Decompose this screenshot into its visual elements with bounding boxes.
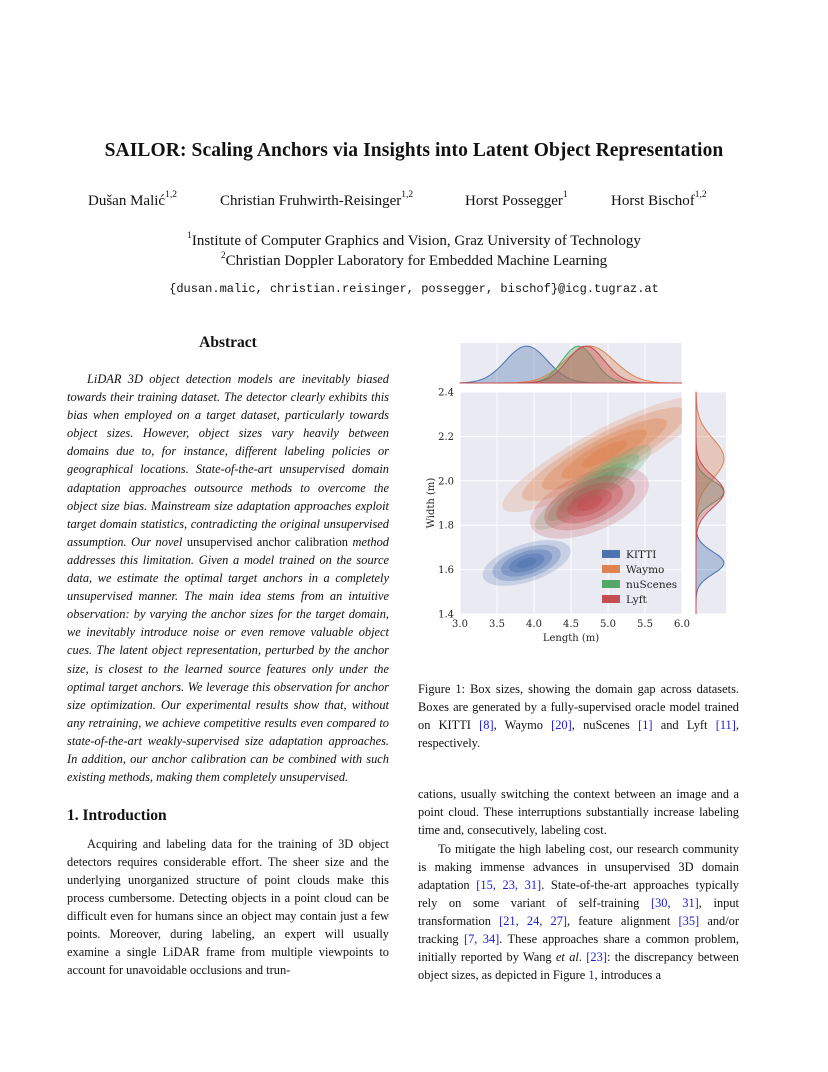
legend-label-kitti: KITTI bbox=[626, 549, 657, 561]
author-4: Horst Bischof$^{1,2}$ bbox=[611, 190, 707, 209]
author-2: Christian Fruhwirth-Reisinger$^{1,2}$ bbox=[220, 190, 414, 209]
legend-label-nuscenes: nuScenes bbox=[626, 579, 678, 591]
x-tick-label: 6.0 bbox=[674, 619, 690, 630]
legend-label-lyft: Lyft bbox=[626, 594, 647, 606]
abstract-text: LiDAR 3D object detection models are inevitably biased towards their training dataset. The detector clearly exhibits this bias when employed on a target dataset, particularly towards object sizes. However, object sizes vary heavily between domains due to, for instance, different labeling policies or geographical locations. State-of-the-art unsupervised domain adaptation approaches outsource methods to overcome the object size bias. Mainstream size adaptation approaches exploit target domain statistics, contradicting the original unsupervised assumption. Our novel unsupervised anchor calibration method addresses this limitation. Given a model trained on the source data, we estimate the optimal target anchors in a completely unsupervised manner. The main idea stems from an intuitive observation: by varying the anchor sizes for the target domain, we inevitably introduce noise or even remove valuable object cues. The latent object representation, perturbed by the anchor size, is closest to the learned source features only under the optimal target anchors. We leverage this observation for anchor size optimization. Our experimental results show that, without any retraining, we achieve competitive results even compared to state-of-the-art weakly-supervised size adaptation approaches. In addition, our anchor calibration can be combined with such existing methods, making them completely unsupervised. bbox=[67, 372, 389, 785]
legend-swatch-lyft bbox=[602, 595, 620, 603]
legend-label-waymo: Waymo bbox=[626, 564, 665, 576]
x-tick-label: 3.5 bbox=[489, 619, 505, 630]
affiliation-1: $^1$Institute of Computer Graphics and Vision, Graz University of Technology bbox=[187, 231, 641, 249]
y-tick-label: 1.8 bbox=[438, 520, 454, 532]
x-tick-label: 4.0 bbox=[526, 619, 542, 630]
legend-swatch-nuscenes bbox=[602, 580, 620, 588]
y-tick-label: 1.6 bbox=[438, 565, 454, 577]
legend-swatch-waymo bbox=[602, 565, 620, 573]
x-tick-label: 5.0 bbox=[600, 619, 616, 630]
author-1: Dušan Malić$^{1,2}$ bbox=[88, 190, 177, 209]
y-tick-label: 1.4 bbox=[438, 609, 454, 621]
x-tick-label: 4.5 bbox=[563, 619, 579, 630]
intro-paragraph-2: To mitigate the high labeling cost, our research community is making immense advances in unsupervised 3D domain adaptation [15, 23, 31]. State-of-the-art approaches typically rely on some variant of self-training [30, 31], input transformation [21, 24, 27], feature alignment [35] and/or tracking [7, 34]. These approaches share a common problem, initially reported by Wang et al. [23]: the discrepancy between object sizes, as depicted in Figure 1, introduces a bbox=[418, 842, 739, 982]
y-axis-label: Width (m) bbox=[426, 477, 437, 529]
legend-swatch-kitti bbox=[602, 550, 620, 558]
figure-1 bbox=[418, 336, 740, 648]
y-tick-label: 2.0 bbox=[438, 476, 454, 488]
y-tick-label: 2.2 bbox=[438, 431, 454, 443]
intro-text: Acquiring and labeling data for the training of 3D object detectors requires considerable effort. The sheer size and the underlying unorganized structure of point clouds make this process cumbersome. Detecting objects in a point cloud can be difficult even for humans since an object may contain just a few points. Moreover, during labeling, an expert will usually examine a single LiDAR frame from multiple viewpoints to account for unavoidable occlusions and trun- bbox=[67, 837, 389, 977]
y-tick-label: 2.4 bbox=[438, 387, 454, 399]
affiliation-2: $^2$Christian Doppler Laboratory for Embedded Machine Learning bbox=[220, 251, 608, 269]
author-list bbox=[60, 190, 768, 215]
intro-continued: cations, usually switching the context between an image and a point cloud. These interruptions substantially increase labeling time and, consecutively, labeling cost. bbox=[418, 787, 739, 837]
figure-caption: Figure 1: Box sizes, showing the domain gap across datasets. Boxes are generated by a fully-supervised oracle model trained on KITTI [8], Waymo [20], nuScenes [1] and Lyft [11], respectively. bbox=[418, 682, 739, 750]
x-tick-label: 5.5 bbox=[637, 619, 653, 630]
paper-title: SAILOR: Scaling Anchors via Insights into Latent Object Representation bbox=[104, 140, 724, 161]
box-size-density-chart bbox=[418, 336, 740, 648]
author-3: Horst Possegger$^1$ bbox=[465, 190, 568, 209]
abstract-heading: Abstract bbox=[199, 334, 257, 351]
intro-heading: 1. Introduction bbox=[67, 807, 167, 824]
x-tick-label: 3.0 bbox=[452, 619, 468, 630]
x-axis-label: Length (m) bbox=[542, 633, 600, 644]
author-emails: {dusan.malic, christian.reisinger, possegger, bischof}@icg.tugraz.at bbox=[169, 282, 659, 296]
